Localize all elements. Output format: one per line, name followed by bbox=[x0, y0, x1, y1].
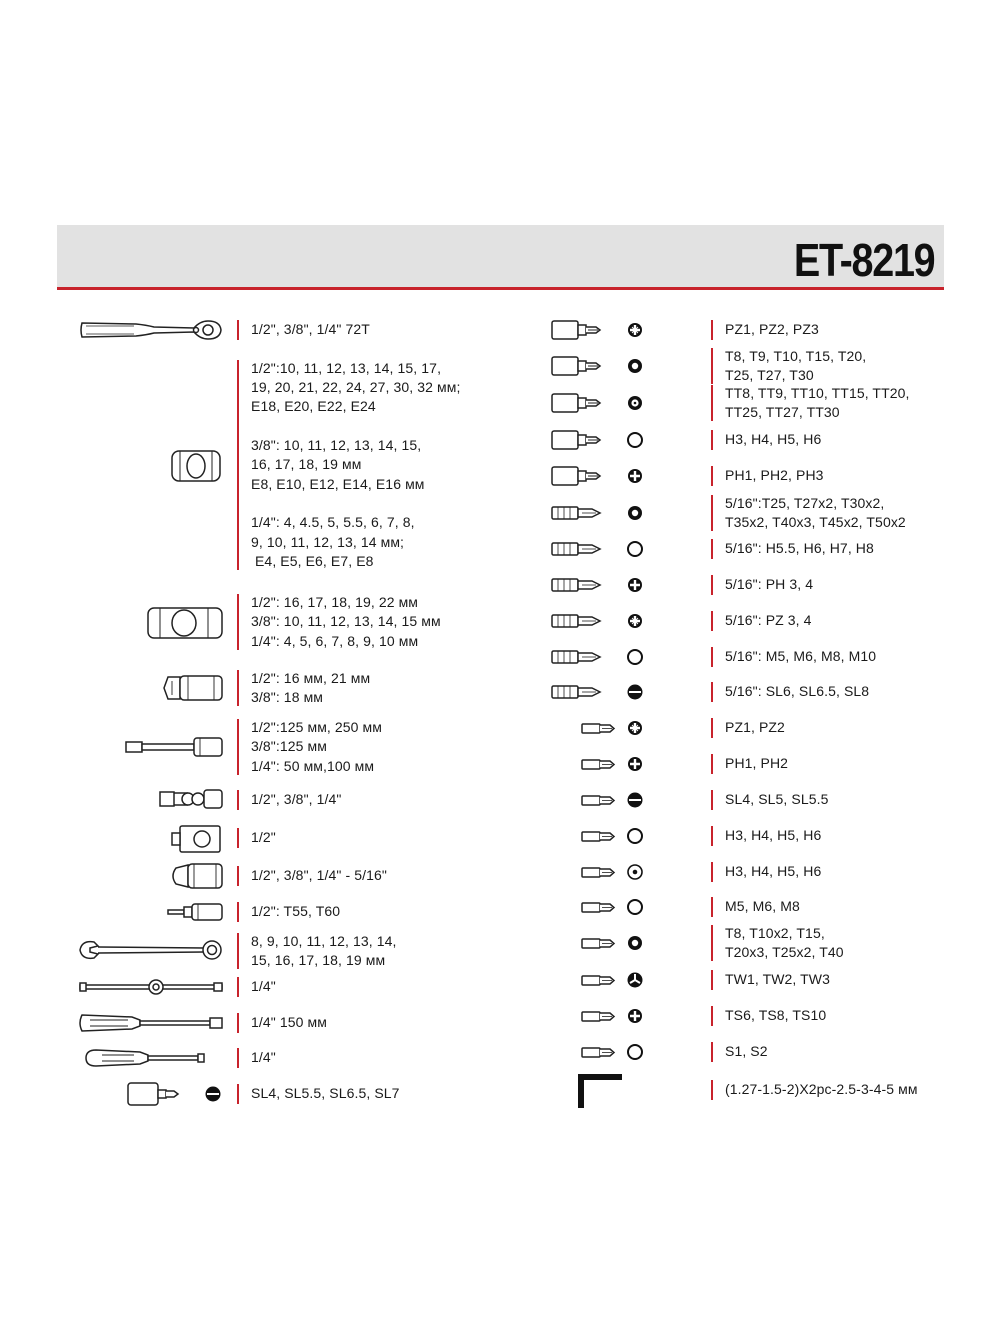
spec-line: T35x2, T40x3, T45x2, T50x2 bbox=[725, 514, 906, 530]
red-divider bbox=[711, 897, 713, 917]
bit-5-16-slotted-tip-icon bbox=[550, 680, 650, 709]
spec-line: S1, S2 bbox=[725, 1043, 768, 1060]
spec-line: 5/16": PH 3, 4 bbox=[725, 576, 814, 593]
bit-1-4-slotted-tip-icon bbox=[550, 788, 650, 817]
spec-line: H3, H4, H5, H6 bbox=[725, 431, 822, 448]
spec-line: 19, 20, 21, 22, 24, 27, 30, 32 мм; bbox=[251, 379, 461, 396]
spec-line: SL4, SL5.5, SL6.5, SL7 bbox=[251, 1085, 400, 1102]
red-divider bbox=[237, 828, 239, 848]
spinner-handle-icon bbox=[76, 1009, 226, 1042]
bit-1-4-pozidriv-tip-icon bbox=[550, 716, 650, 745]
reducer-socket-icon bbox=[76, 860, 226, 897]
spec-line: 1/2" bbox=[251, 829, 276, 846]
red-divider bbox=[237, 790, 239, 810]
spec-line: TT8, TT9, TT10, TT15, TT20, bbox=[725, 384, 910, 401]
red-divider bbox=[711, 647, 713, 667]
spec-line: 1/2": 16, 17, 18, 19, 22 мм bbox=[251, 594, 419, 611]
spec-line: 5/16": PZ 3, 4 bbox=[725, 612, 812, 629]
red-divider bbox=[237, 933, 239, 970]
bit-1-4-phillips-tip-icon bbox=[550, 752, 650, 781]
red-divider bbox=[711, 611, 713, 631]
spec-line: 15, 16, 17, 18, 19 мм bbox=[251, 952, 386, 968]
bit-socket-pozidriv-tip-icon bbox=[550, 318, 650, 347]
red-divider bbox=[711, 925, 713, 962]
spec-line: T25, T27, T30 bbox=[725, 367, 814, 383]
red-divider bbox=[237, 977, 239, 997]
bit-1-4-spline-tip-icon bbox=[550, 895, 650, 924]
red-divider bbox=[237, 866, 239, 886]
red-divider bbox=[711, 826, 713, 846]
spec-line: 9, 10, 11, 12, 13, 14 мм; bbox=[251, 533, 405, 550]
spec-line: T20x3, T25x2, T40 bbox=[725, 944, 844, 960]
bit-1-4-torq-set-tip-icon bbox=[550, 1004, 650, 1033]
red-divider bbox=[237, 670, 239, 707]
socket-icon bbox=[76, 445, 226, 490]
spec-line: 3/8": 10, 11, 12, 13, 14, 15, bbox=[251, 437, 422, 454]
spec-line: 16, 17, 18, 19 мм bbox=[251, 456, 362, 473]
spec-line: 1/4" 150 мм bbox=[251, 1014, 327, 1031]
bit-5-16-torx-tip-icon bbox=[550, 501, 650, 530]
bit-5-16-hex-tip-icon bbox=[550, 537, 650, 566]
red-divider bbox=[711, 348, 713, 385]
red-divider bbox=[711, 1080, 713, 1100]
combination-wrench-icon bbox=[76, 934, 226, 973]
spec-line: TS6, TS8, TS10 bbox=[725, 1007, 827, 1024]
ratchet-handle-icon bbox=[76, 315, 226, 350]
spec-line: 1/4": 50 мм,100 мм bbox=[251, 757, 375, 774]
red-divider bbox=[711, 1042, 713, 1062]
spec-line: 3/8":125 мм bbox=[251, 738, 327, 755]
red-divider bbox=[237, 1048, 239, 1068]
spec-line: E18, E20, E22, E24 bbox=[251, 398, 376, 415]
spec-line: 1/4" bbox=[251, 1049, 276, 1066]
bit-1-4-torx-tip-icon bbox=[550, 931, 650, 960]
red-divider bbox=[711, 539, 713, 559]
bit-1-4-tri-wing-tip-icon bbox=[550, 968, 650, 997]
spec-line: H3, H4, H5, H6 bbox=[725, 863, 822, 880]
universal-joint-icon bbox=[76, 785, 226, 820]
spec-line: 5/16": SL6, SL6.5, SL8 bbox=[725, 683, 870, 700]
spec-line: TW1, TW2, TW3 bbox=[725, 971, 831, 988]
spark-plug-socket-icon bbox=[76, 673, 226, 708]
hex-key-icon bbox=[550, 1070, 650, 1115]
spec-line: 3/8": 18 мм bbox=[251, 689, 324, 705]
spec-line: T8, T10x2, T15, bbox=[725, 924, 825, 941]
bit-5-16-pozidriv-tip-icon bbox=[550, 609, 650, 638]
red-divider bbox=[711, 862, 713, 882]
red-divider bbox=[711, 495, 713, 532]
spec-line: 1/4" bbox=[251, 978, 276, 995]
spec-line: M5, M6, M8 bbox=[725, 898, 800, 915]
spec-line: 1/4": 4, 4.5, 5, 5.5, 6, 7, 8, bbox=[251, 514, 415, 531]
spec-line: 1/2", 3/8", 1/4" 72T bbox=[251, 321, 370, 338]
spec-line: 1/2": T55, T60 bbox=[251, 903, 341, 920]
adapter-icon bbox=[76, 823, 226, 858]
deep-socket-icon bbox=[76, 602, 226, 647]
red-divider bbox=[237, 1084, 239, 1104]
spec-line: 5/16":T25, T27x2, T30x2, bbox=[725, 494, 885, 511]
red-divider bbox=[711, 970, 713, 990]
red-divider bbox=[237, 594, 239, 650]
spec-line: 1/2":10, 11, 12, 13, 14, 15, 17, bbox=[251, 359, 442, 376]
bit-1-4-hex-tip-icon bbox=[550, 824, 650, 853]
bit-1-4-square-tip-icon bbox=[550, 1040, 650, 1069]
spec-line: TT25, TT27, TT30 bbox=[725, 404, 840, 420]
red-divider bbox=[711, 385, 713, 422]
red-divider bbox=[237, 360, 239, 570]
spec-line: E8, E10, E12, E14, E16 мм bbox=[251, 475, 425, 492]
spec-line: 1/4": 4, 5, 6, 7, 8, 9, 10 мм bbox=[251, 632, 419, 649]
spec-line: 1/2", 3/8", 1/4" - 5/16" bbox=[251, 867, 387, 884]
red-divider bbox=[711, 466, 713, 486]
spec-line: 3/8": 10, 11, 12, 13, 14, 15 мм bbox=[251, 613, 441, 630]
red-divider bbox=[711, 718, 713, 738]
red-divider bbox=[711, 790, 713, 810]
spec-line: PZ1, PZ2 bbox=[725, 719, 785, 736]
sliding-t-bar-icon bbox=[76, 975, 226, 1004]
spec-line: 5/16": H5.5, H6, H7, H8 bbox=[725, 540, 874, 557]
extension-bar-icon bbox=[76, 732, 226, 767]
red-divider bbox=[711, 320, 713, 340]
bit-socket-icon bbox=[76, 900, 226, 929]
spec-line: 1/2":125 мм, 250 мм bbox=[251, 719, 382, 736]
red-divider bbox=[711, 430, 713, 450]
bit-holder-socket-icon bbox=[76, 1080, 226, 1113]
red-divider bbox=[237, 902, 239, 922]
model-title: ET-8219 bbox=[793, 234, 934, 286]
spec-line: 1/2": 16 мм, 21 мм bbox=[251, 669, 371, 686]
spec-line: E4, E5, E6, E7, E8 bbox=[251, 552, 374, 569]
spec-line: 8, 9, 10, 11, 12, 13, 14, bbox=[251, 932, 397, 949]
spec-line: PH1, PH2, PH3 bbox=[725, 467, 824, 484]
spec-line: T8, T9, T10, T15, T20, bbox=[725, 347, 867, 364]
spec-line: 5/16": M5, M6, M8, M10 bbox=[725, 648, 877, 665]
red-divider bbox=[711, 682, 713, 702]
red-divider bbox=[711, 754, 713, 774]
spec-line: 1/2", 3/8", 1/4" bbox=[251, 791, 342, 808]
bit-5-16-phillips-tip-icon bbox=[550, 573, 650, 602]
bit-socket-hex-tip-icon bbox=[550, 428, 650, 457]
spec-line: PZ1, PZ2, PZ3 bbox=[725, 321, 819, 338]
spec-line: SL4, SL5, SL5.5 bbox=[725, 791, 829, 808]
red-divider bbox=[237, 1013, 239, 1033]
bit-5-16-spline-tip-icon bbox=[550, 645, 650, 674]
title-bar bbox=[57, 225, 944, 290]
red-divider bbox=[711, 1006, 713, 1026]
bit-socket-torx-tamper-tip-icon bbox=[550, 391, 650, 420]
bit-1-4-hex-tamper-tip-icon bbox=[550, 860, 650, 889]
spec-line: PH1, PH2 bbox=[725, 755, 789, 772]
bit-screwdriver-icon bbox=[76, 1044, 226, 1077]
red-divider bbox=[237, 320, 239, 340]
spec-line: H3, H4, H5, H6 bbox=[725, 827, 822, 844]
spec-line: (1.27-1.5-2)X2pc-2.5-3-4-5 мм bbox=[725, 1081, 918, 1098]
bit-socket-phillips-tip-icon bbox=[550, 464, 650, 493]
bit-socket-torx-tip-icon bbox=[550, 354, 650, 383]
red-divider bbox=[237, 719, 239, 775]
red-divider bbox=[711, 575, 713, 595]
